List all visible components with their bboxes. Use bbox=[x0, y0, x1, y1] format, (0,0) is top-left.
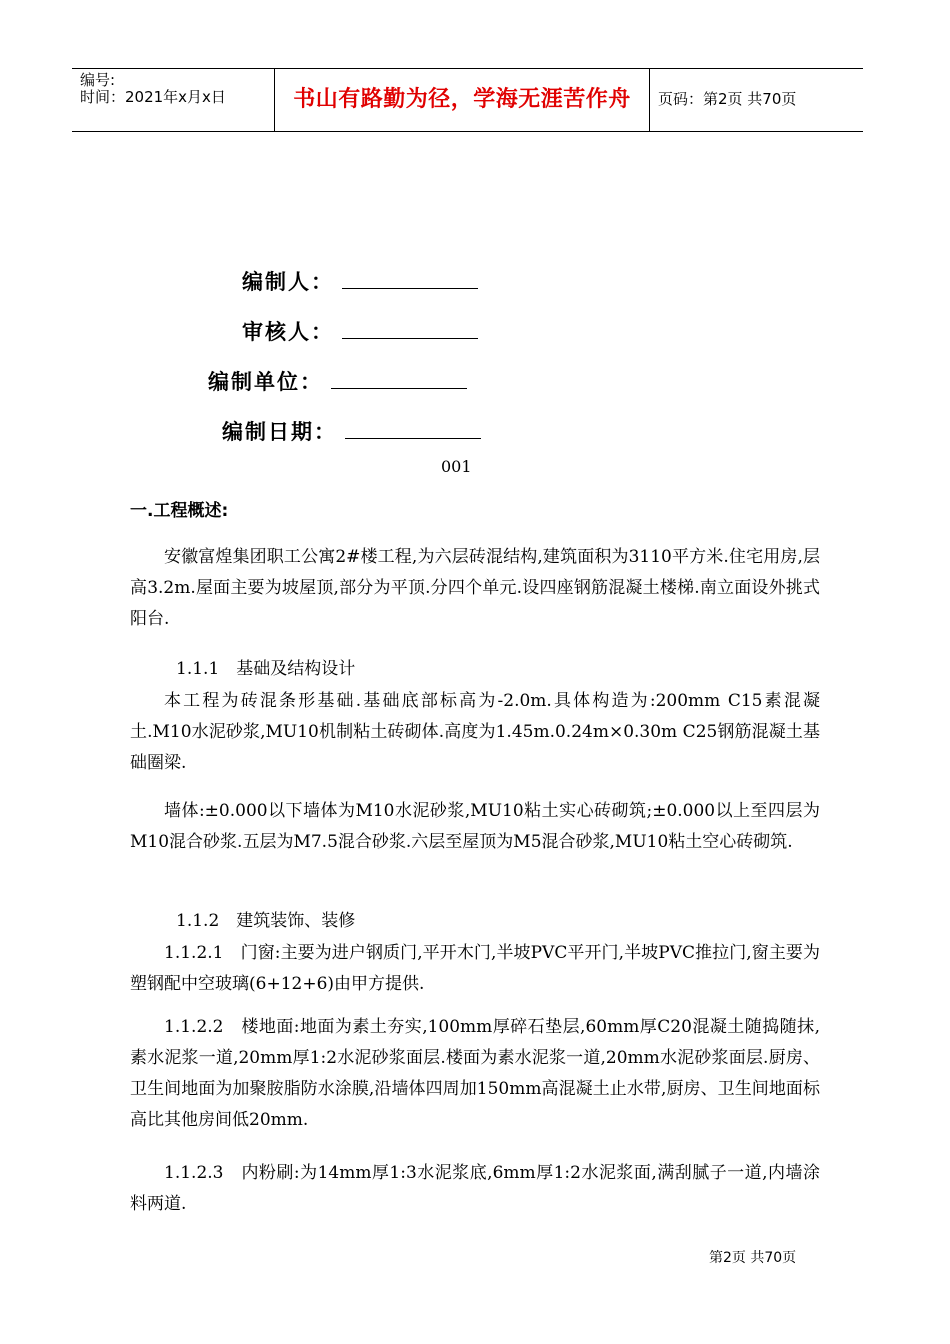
reviewer-blank bbox=[342, 318, 478, 339]
reviewer-label: 审核人： bbox=[242, 320, 334, 344]
header-meta-cell bbox=[72, 69, 275, 131]
date-blank bbox=[345, 418, 481, 439]
floors-paragraph: 1.1.2.2 楼地面:地面为素土夯实,100mm厚碎石垫层,60mm厚C20混凝土随捣随抹,素水泥浆一道,20mm厚1:2水泥砂浆面层.楼面为素水泥浆一道,20mm水泥砂浆面层.厨房、卫生间地面为加聚胺脂防水涂膜,沿墙体四周加150mm高混凝土止水带,厨房、卫生间地面标高比其他房间低20mm. bbox=[130, 1017, 820, 1130]
subsection-1-1-2-title: 1.1.2 建筑装饰、装修 bbox=[176, 911, 356, 931]
unit-blank bbox=[331, 368, 467, 389]
compiler-blank bbox=[342, 268, 478, 289]
unit-label: 编制单位： bbox=[208, 370, 323, 394]
wall-paragraph: 墙体:±0.000以下墙体为M10水泥砂浆,MU10粘土实心砖砌筑;±0.000以上至四层为M10混合砂浆.五层为M7.5混合砂浆.六层至屋顶为M5混合砂浆,MU10粘土空心砖砌筑. bbox=[130, 801, 820, 852]
plaster-paragraph: 1.1.2.3 内粉刷:为14mm厚1:3水泥浆底,6mm厚1:2水泥浆面,满刮腻子一道,内墙涂料两道. bbox=[130, 1163, 820, 1214]
date-label: 编制日期： bbox=[222, 420, 337, 444]
header-motto-cell bbox=[275, 69, 650, 131]
time-label: 时间：2021年x月x日 bbox=[80, 88, 226, 106]
number-label: 编号: bbox=[80, 71, 116, 89]
compiler-row bbox=[242, 268, 478, 295]
page-footer: 第2页 共70页 bbox=[709, 1250, 797, 1266]
motto: 书山有路勤为径，学海无涯苦作舟 bbox=[293, 87, 631, 112]
unit-row bbox=[208, 368, 467, 395]
overview-paragraph: 安徽富煌集团职工公寓2#楼工程,为六层砖混结构,建筑面积为3110平方米.住宅用房,层高3.2m.屋面主要为坡屋顶,部分为平顶.分四个单元.设四座钢筋混凝土楼梯.南立面设外挑式阳台. bbox=[130, 547, 820, 629]
date-row bbox=[222, 418, 481, 445]
doc-code: 001 bbox=[441, 457, 472, 476]
header-page-label: 页码：第2页 共70页 bbox=[658, 90, 797, 108]
reviewer-row bbox=[242, 318, 478, 345]
subsection-1-1-1-title: 1.1.1 基础及结构设计 bbox=[176, 659, 356, 679]
doors-windows-paragraph: 1.1.2.1 门窗:主要为进户钢质门,平开木门,半坡PVC平开门,半坡PVC推拉门,窗主要为塑钢配中空玻璃(6+12+6)由甲方提供. bbox=[130, 943, 820, 994]
foundation-paragraph: 本工程为砖混条形基础.基础底部标高为-2.0m.具体构造为:200mm C15素混凝土.M10水泥砂浆,MU10机制粘土砖砌体.高度为1.45m.0.24m×0.30m C25钢筋混凝土基础圈梁. bbox=[130, 691, 820, 773]
page-header bbox=[72, 68, 863, 132]
header-page-cell bbox=[650, 69, 863, 131]
section-heading: 一.工程概述: bbox=[130, 501, 229, 521]
compiler-label: 编制人： bbox=[242, 270, 334, 294]
